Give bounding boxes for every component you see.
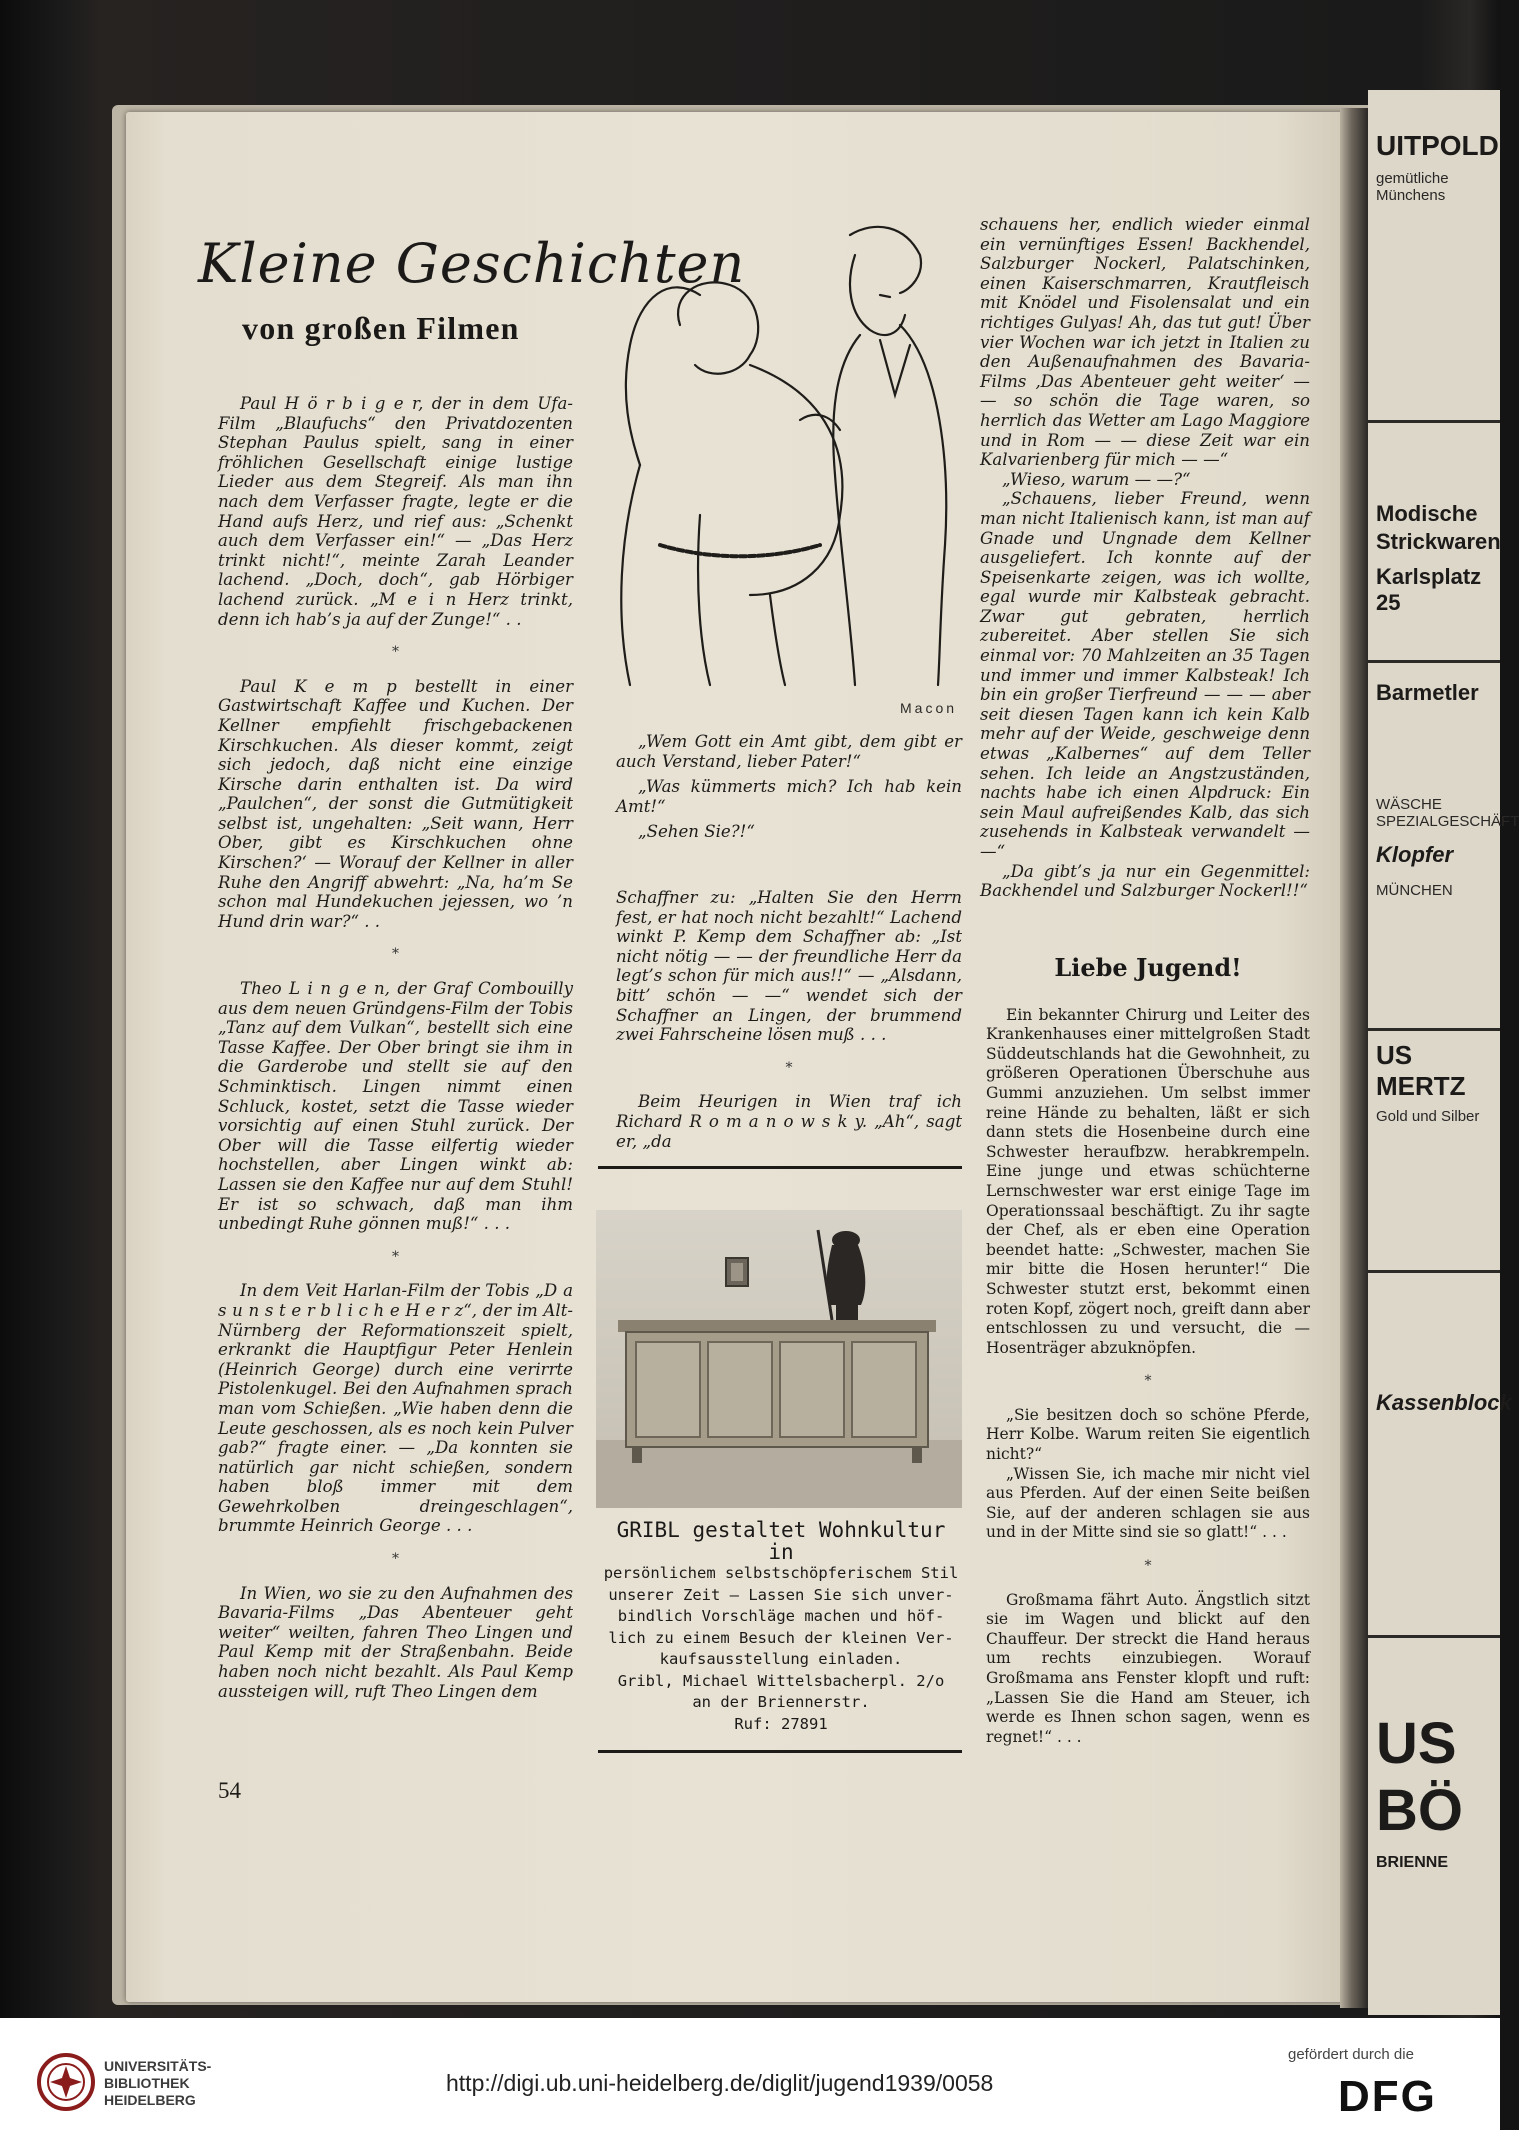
dfg-logo: DFG — [1338, 2072, 1437, 2121]
ad-1-text: gemütliche Münchens — [1376, 170, 1449, 204]
monk-rope — [660, 545, 820, 556]
gribl-advertisement — [600, 1520, 962, 1735]
separator-star: * — [1144, 1373, 1152, 1390]
separator-star: * — [392, 946, 399, 963]
article-subtitle: von großen Filmen — [242, 310, 520, 346]
book-gutter — [1340, 108, 1368, 2008]
university-seal-icon — [36, 2052, 96, 2112]
anecdote-kalbsteak-answer: „Schauens, lieber Freund, wenn man nicht Italienisch kann, ist man auf Gnade und Ungnade dem Kellner ausgeliefert. Ich konnte auf der Speisenkarte zeigen, was ich wollte, egal wurde mir Kalbsteak gebracht. Zwar gut gebraten, herrlich zubereitet. Aber stellen Sie sich einmal vor: 70 Mahlzeiten an 35 Tagen und immer und immer Kalbsteak! Ich bin ein großer Tierfreund — — — aber seit diesen Tagen kann ich kein Kalb mehr auf der Weide, geschweige denn etwas „Kalbernes“ auf dem Teller sehen. Ich leide an Angstzuständen, nachts habe ich einen Alpdruck: Ein sein Maul aufreißendes Kalb, das sich zusehends in Kalbsteak verwandelt — —“ — [980, 489, 1310, 861]
text-column-3 — [980, 215, 1310, 901]
text-column-1 — [218, 394, 573, 1701]
separator-star: * — [1144, 1558, 1152, 1575]
separator-star: * — [785, 1059, 793, 1076]
ad-line: bindlich Vorschläge machen und höf- — [617, 1607, 945, 1625]
cartoon-caption-1: „Wem Gott ein Amt gibt, dem gibt er auch Verstand, lieber Pater!“ — [616, 732, 962, 771]
ad-block-7 — [1376, 1710, 1504, 1872]
man-lapel — [880, 340, 910, 395]
ad-divider — [1368, 420, 1500, 423]
ad-line: Gribl, Michael Wittelsbacherpl. 2/o — [617, 1671, 945, 1690]
ad-divider — [1368, 1028, 1500, 1031]
joke-grandma: Großmama fährt Auto. Ängstlich sitzt sie im Wagen und blickt auf den Chauffeur. Der streckt die Hand heraus um rechts einzubiegen. Worauf Großmama ans Fenster klopft und ruft: „Lassen Sie die Hand am Steuer, ich werde es Ihnen schon sagen, wenn es regnet!“ . . . — [986, 1590, 1310, 1746]
section-heading: Liebe Jugend! — [1054, 953, 1242, 982]
page-number: 54 — [218, 1778, 241, 1803]
ad-line: an der Briennerstr. — [692, 1693, 870, 1711]
anecdote-george: In dem Veit Harlan-Film der Tobis „D a s u n s t e r b l i c h e H e r z“, der im Alt-Nürnberg der Reformationszeit spielt, erkrankt die Hauptfigur Peter Henlein (Heinrich George) durch eine verirrte Pistolenkugel. Bei den Aufnahmen sprach man vom Schießen. „Wie haben denn die Leute geschossen, als es noch kein Pulver gab?“ fragte einer. — „Da konnten sie natürlich gar nicht schießen, sondern haben bloß immer mit dem Gewehrkolben dreingeschlagen“, brummte Heinrich George . . . — [218, 1281, 573, 1536]
uni-name-line: BIBLIOTHEK — [104, 2075, 190, 2091]
furniture-photo — [596, 1210, 962, 1508]
ad-5-text: Gold und Silber — [1376, 1108, 1480, 1125]
sponsor-label: gefördert durch die — [1288, 2046, 1414, 2063]
ad-phone: Ruf: 27891 — [734, 1714, 828, 1733]
ad-block-2 — [1376, 500, 1504, 616]
monk-head — [678, 282, 758, 373]
ad-6-title: Kassenblock — [1376, 1390, 1512, 1415]
ad-2-text: Karlsplatz 25 — [1376, 564, 1482, 615]
ad-3-text: WÄSCHE SPEZIALGESCHÄFT — [1376, 796, 1519, 830]
ad-block-3 — [1376, 680, 1519, 899]
cartoon-illustration — [600, 215, 960, 695]
ad-block-6 — [1376, 1390, 1512, 1416]
ad-divider — [1368, 660, 1500, 663]
separator-star: * — [392, 1551, 399, 1568]
source-url-link[interactable]: http://digi.ub.uni-heidelberg.de/diglit/jugend1939/0058 — [446, 2070, 994, 2096]
ad-line: persönlichem selbstschöpferischem Stil — [603, 1564, 959, 1582]
cartoon-caption-2: „Was kümmerts mich? Ich hab kein Amt!“ — [616, 777, 962, 816]
anecdote-vienna-continued: Schaffner zu: „Halten Sie den Herrn fest, er hat noch nicht bezahlt!“ Lachend winkt P. Kemp dem Schaffner ab: „Ist nicht nötig — — der freundliche Herr da legt’s schon für mich aus!!“ — „Alsdann, bitt’ schön — —“ wendet sich der Schaffner an Lingen, der brummend zwei Fahrscheine lösen muß . . . — [616, 887, 962, 1045]
liebe-jugend-section — [986, 932, 1310, 1747]
joke-surgeon: Ein bekannter Chirurg und Leiter des Krankenhauses einer mittelgroßen Stadt Süddeutschlands hat die Gewohnheit, zu größeren Operationen Überschuhe aus Gummi anzuziehen. Um selbst immer reine Hände zu behalten, läßt er sich dann stets die Hosenbeine durch eine Schwester heraufbzw. herabkrempeln. Eine junge und etwas schüchterne Lernschwester war erst einige Tage im Operationssaal beschäftigt. Zu ihr sagte der Chef, als er eben eine Operation beendet hatte: „Schwester, machen Sie mir bitte die Hosen herunter!“ Die Schwester stutzt erst, bekommt einen roten Kopf, zögert noch, greift dann aber entschlossen zu und versucht, die — Hosenträger abzuknöpfen. — [986, 1005, 1310, 1357]
joke-horses-answer: „Wissen Sie, ich mache mir nicht viel aus Pferden. Auf der einen Seite beißen Sie, auf der anderen schlagen sie aus und in der Mitte sind sie so glatt!“ . . . — [986, 1464, 1310, 1542]
article-title: Kleine Geschichten — [198, 232, 746, 295]
ad-divider — [1368, 1270, 1500, 1273]
university-library-name — [104, 2058, 211, 2109]
anecdote-kalbsteak-question: „Wieso, warum — —?“ — [1002, 469, 1191, 489]
ad-block-5 — [1376, 1040, 1504, 1125]
separator-star: * — [392, 1248, 399, 1265]
man-face — [850, 255, 905, 335]
sideboard — [618, 1320, 936, 1463]
anecdote-romanowsky: Beim Heurigen in Wien traf ich Richard R o m a n o w s k y. „Ah“, sagt er, „da — [616, 1092, 962, 1151]
anecdote-hoerbiger: Paul H ö r b i g e r, der in dem Ufa-Film „Blaufuchs“ den Privatdozenten Stephan Paulus spielt, sang in einer fröhlichen Gesellschaft einige lustige Lieder aus dem Stegreif. Als man ihn nach dem Verfasser fragte, legte er die Hand aufs Herz, und rief aus: „Schenkt auch dem Verfasser ein!“ — „Das Herz trinkt nicht!“, meinte Zarah Leander lachend. „Doch, doch“, gab Hörbiger lachend zurück. „M e i n Herz trinkt, denn ich hab’s ja auf der Zunge!“ . . — [218, 394, 573, 629]
ad-5-title: US MERTZ — [1376, 1040, 1466, 1101]
monk-robe-fold — [698, 515, 785, 685]
cartoon-caption-3: „Sehen Sie?!“ — [638, 822, 755, 842]
uni-name-line: HEIDELBERG — [104, 2092, 196, 2108]
ad-line: GRIBL gestaltet Wohnkultur in — [616, 1518, 946, 1564]
digitization-footer — [0, 2018, 1500, 2130]
monk-body — [621, 365, 842, 685]
ad-1-title: UITPOLD — [1376, 130, 1499, 161]
ad-line: lich zu einem Besuch der kleinen Ver- — [608, 1628, 954, 1647]
ad-top-rule — [598, 1166, 962, 1169]
ad-bottom-rule — [598, 1750, 962, 1753]
ad-7-text: BRIENNE — [1376, 1854, 1449, 1871]
uni-name-line: UNIVERSITÄTS- — [104, 2058, 212, 2074]
ad-2-title: Modische Strickwaren — [1376, 501, 1501, 554]
man-hat — [850, 227, 921, 293]
text-column-2 — [616, 732, 962, 1151]
ad-7-title: US BÖ — [1376, 1711, 1463, 1843]
anecdote-kalbsteak: schauens her, endlich wieder einmal ein vernünftiges Essen! Backhendel, Salzburger Nockerl, Palatschinken, einen Kaiserschmarren, Krautfleisch mit Knödel und Fisolensalat und ein richtiges Gulyas! Ah, das tut gut! Über vier Wochen war ich jetzt in Italien zu den Außenaufnahmen des Bavaria-Films ‚Das Abenteuer geht weiter‘ — — so schön die Tage waren, so herrlich das Wetter am Lago Maggiore und in Rom — — diese Zeit war ein Kalvarienberg für mich — —“ — [980, 215, 1310, 470]
facing-page-ads — [1368, 90, 1519, 2015]
ad-3-title: Barmetler — [1376, 680, 1479, 705]
anecdote-kemp: Paul K e m p bestellt in einer Gastwirtschaft Kaffee und Kuchen. Der Kellner empfiehlt frischgebackenen Kirschkuchen. Als dieser kommt, zeigt sich jedoch, daß nicht eine einzige Kirsche darin enthalten ist. Da wird „Paulchen“, der sonst die Gutmütigkeit selbst ist, ungehalten: „Seit wann, Herr Ober, gibt es Kirschkuchen ohne Kirschen?‘ — Worauf der Kellner in aller Ruhe den Angriff abwehrt: „Na, ha’m Se schon mal Hundekuchen jejessen, wo ’n Hund drin war?“ . . — [218, 676, 573, 931]
anecdote-vienna: In Wien, wo sie zu den Aufnahmen des Bavaria-Films „Das Abenteuer geht weiter“ weilten, fahren Theo Lingen und Paul Kemp mit der Straßenbahn. Beide haben noch nicht bezahlt. Als Paul Kemp aussteigen will, ruft Theo Lingen dem — [218, 1583, 573, 1701]
illustration-signature: Macon — [900, 700, 958, 716]
ad-line: kaufsausstellung einladen. — [659, 1650, 903, 1668]
anecdote-kalbsteak-reply: „Da gibt’s ja nur ein Gegenmittel: Backhendel und Salzburger Nockerl!!“ — [980, 861, 1310, 901]
monk-hood — [626, 287, 700, 465]
joke-horses-question: „Sie besitzen doch so schöne Pferde, Herr Kolbe. Warum reiten Sie eigentlich nicht?“ — [986, 1405, 1310, 1464]
separator-star: * — [392, 644, 399, 661]
ad-4-title: Klopfer — [1376, 842, 1453, 867]
ad-line: unserer Zeit – Lassen Sie sich unver- — [608, 1585, 954, 1604]
ad-4-text: MÜNCHEN — [1376, 882, 1453, 899]
ad-divider — [1368, 1635, 1500, 1638]
anecdote-lingen: Theo L i n g e n, der Graf Combouilly aus dem neuen Gründgens-Film der Tobis „Tanz auf dem Vulkan“, bestellt sich eine Tasse Kaffee. Der Ober bringt sie ihm in die Garderobe und stellt sie auf den Schminktisch. Lingen nimmt einen Schluck, kostet, setzt die Tasse wieder vorsichtig auf einen Stuhl zurück. Der Ober will die Tasse eilfertig wieder hochstellen, aber Lingen winkt ab: Lassen sie den Kaffee nur auf dem Stuhl! Er ist so schwach, daß man ihm unbedingt Ruhe gönnen muß!“ . . . — [218, 979, 573, 1234]
ad-block-1 — [1376, 130, 1504, 204]
